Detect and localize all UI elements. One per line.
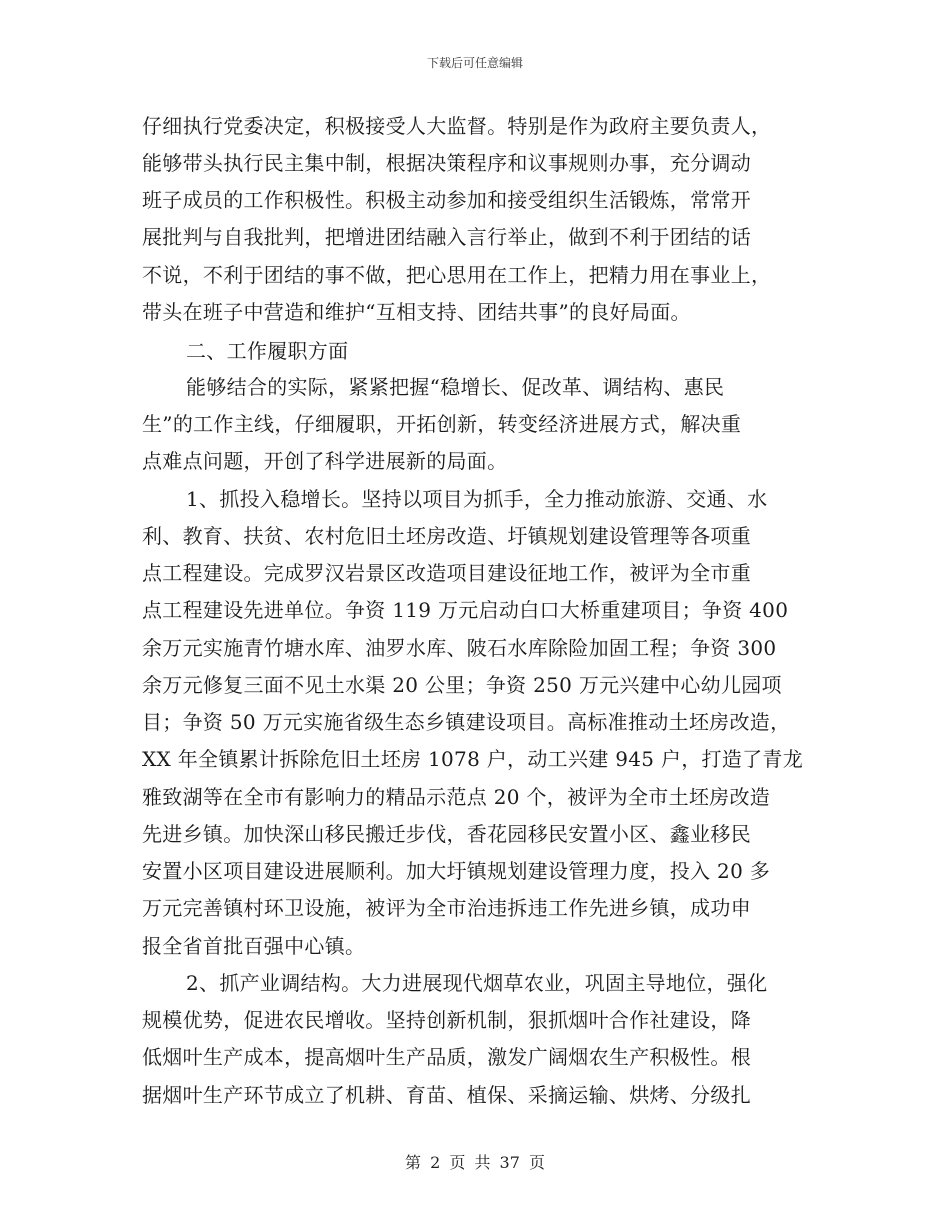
body-line: 余万元实施青竹塘水库、油罗水库、陂石水库除险加固工程；争资 300 xyxy=(142,636,777,660)
body-line: 雅致湖等在全市有影响力的精品示范点 20 个，被评为全市土坯房改造 xyxy=(142,785,771,809)
body-line: 能够带头执行民主集中制，根据决策程序和议事规则办事，充分调动 xyxy=(142,151,751,175)
body-line: 1、抓投入稳增长。坚持以项目为抓手，全力推动旅游、交通、水 xyxy=(186,487,768,511)
body-line: 据烟叶生产环节成立了机耕、育苗、植保、采摘运输、烘烤、分级扎 xyxy=(142,1083,751,1107)
body-line: 带头在班子中营造和维护“互相支持、团结共事”的良好局面。 xyxy=(142,300,691,324)
body-line: 点难点问题，开创了科学进展新的局面。 xyxy=(142,449,508,473)
body-line: 利、教育、扶贫、农村危旧土坯房改造、圩镇规划建设管理等各项重 xyxy=(142,524,751,548)
body-line: 2、抓产业调结构。大力进展现代烟草农业，巩固主导地位，强化 xyxy=(186,971,768,995)
body-line: 不说，不利于团结的事不做，把心思用在工作上，把精力用在事业上， xyxy=(142,263,772,287)
body-line: 万元完善镇村环卫设施，被评为全市治违拆违工作先进乡镇，成功申 xyxy=(142,896,751,920)
body-line: 低烟叶生产成本，提高烟叶生产品质，激发广阔烟农生产积极性。根 xyxy=(142,1045,751,1069)
page-footer: 第 2 页 共 37 页 xyxy=(405,1153,545,1172)
body-line: 报全省首批百强中心镇。 xyxy=(142,934,366,958)
body-line: 点工程建设先进单位。争资 119 万元启动白口大桥重建项目；争资 400 xyxy=(142,598,789,622)
body-line: 班子成员的工作积极性。积极主动参加和接受组织生活锻炼，常常开 xyxy=(142,188,751,212)
body-line: 点工程建设。完成罗汉岩景区改造项目建设征地工作，被评为全市重 xyxy=(142,561,751,585)
body-line: 目；争资 50 万元实施省级生态乡镇建设项目。高标准推动土坯房改造， xyxy=(142,710,791,734)
page-header: 下载后可任意编辑 xyxy=(426,56,523,70)
body-line: 展批判与自我批判，把增进团结融入言行举止，做到不利于团结的话 xyxy=(142,225,751,249)
body-line: 能够结合的实际，紧紧把握“稳增长、促改革、调结构、惠民 xyxy=(186,375,725,399)
body-line: 仔细执行党委决定，积极接受人大监督。特别是作为政府主要负责人， xyxy=(142,114,772,138)
body-line: XX 年全镇累计拆除危旧土坯房 1078 户，动工兴建 945 户，打造了青龙 xyxy=(142,747,804,771)
body-line: 生”的工作主线，仔细履职，开拓创新，转变经济进展方式，解决重 xyxy=(142,412,742,436)
body-line: 余万元修复三面不见土水渠 20 公里；争资 250 万元兴建中心幼儿园项 xyxy=(142,673,782,697)
body-line: 安置小区项目建设进展顺利。加大圩镇规划建设管理力度，投入 20 多 xyxy=(142,859,771,883)
body-line: 规模优势，促进农民增收。坚持创新机制，狠抓烟叶合作社建设，降 xyxy=(142,1008,751,1032)
section-heading: 二、工作履职方面 xyxy=(186,339,349,363)
body-line: 先进乡镇。加快深山移民搬迁步伐，香花园移民安置小区、鑫业移民 xyxy=(142,822,751,846)
